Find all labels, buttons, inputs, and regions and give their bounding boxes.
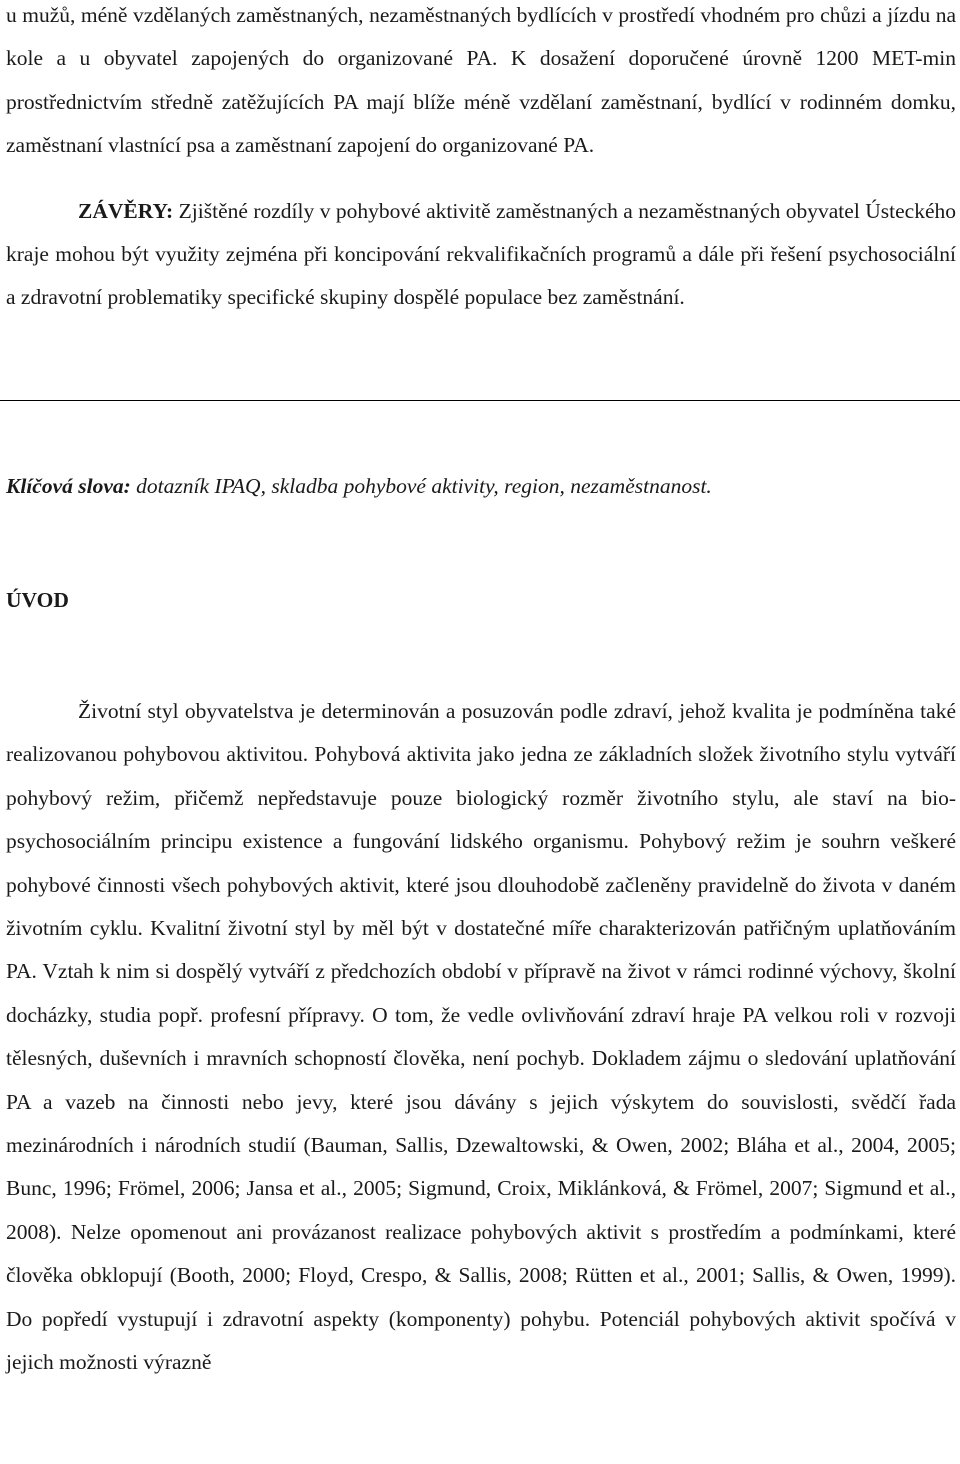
introduction-section <box>6 690 956 1385</box>
conclusions-text: Zjištěné rozdíly v pohybové aktivitě zaměstnaných a nezaměstnaných obyvatel Ústeckého kraje mohou být využity zejména při koncipování rekvalifikačních programů a dále při řešení psychosociální a zdravotní problematiky specifické skupiny dospělé populace bez zaměstnání. <box>6 198 956 310</box>
abstract-results-paragraph <box>6 0 956 168</box>
introduction-paragraph: Životní styl obyvatelstva je determinován a posuzován podle zdraví, jehož kvalita je podmíněna také realizovanou pohybovou aktivitou. Pohybová aktivita jako jedna ze základních složek životního stylu vytváří pohybový režim, přičemž nepředstavuje pouze biologický rozměr životního stylu, ale staví na bio-psychosociálním principu existence a fungování lidského organismu. Pohybový režim je souhrn veškeré pohybové činnosti všech pohybových aktivit, které jsou dlouhodobě začleněny pravidelně do života v daném životním cyklu. Kvalitní životní styl by měl být v dostatečné míře charakterizován patřičným uplatňováním PA. Vztah k nim si dospělý vytváří z předchozích období v přípravě na život v rámci rodinné výchovy, školní docházky, studia popř. profesní přípravy. O tom, že vedle ovlivňování zdraví hraje PA velkou roli v rozvoji tělesných, duševních i mravních schopností člověka, není pochyb. Dokladem zájmu o sledování uplatňování PA a vazeb na činnosti nebo jevy, které jsou dávány s jejich výskytem do souvislosti, svědčí řada mezinárodních i národních studií (Bauman, Sallis, Dzewaltowski, & Owen, 2002; Bláha et al., 2004, 2005; Bunc, 1996; Frömel, 2006; Jansa et al., 2005; Sigmund, Croix, Miklánková, & Frömel, 2007; Sigmund et al., 2008). Nelze opomenout ani provázanost realizace pohybových aktivit s prostředím a podmínkami, které člověka obklopují (Booth, 2000; Floyd, Crespo, & Sallis, 2008; Rütten et al., 2001; Sallis, & Owen, 1999). Do popředí vystupují i zdravotní aspekty (komponenty) pohybu. Potenciál pohybových aktivit spočívá v jejich možnosti výrazně <box>6 699 956 1375</box>
keywords-line <box>6 468 712 504</box>
conclusions-label: ZÁVĚRY: <box>78 198 174 223</box>
document-page <box>6 0 956 1375</box>
abstract-conclusions-paragraph <box>6 190 956 320</box>
abstract-results-text: u mužů, méně vzdělaných zaměstnaných, nezaměstnaných bydlících v prostředí vhodném pro chůzi a jízdu na kole a u obyvatel zapojených do organizované PA. K dosažení doporučené úrovně 1200 MET-min prostřednictvím středně zatěžujících PA mají blíže méně vzdělaní zaměstnaní, bydlící v rodinném domku, zaměstnaní vlastnící psa a zaměstnaní zapojení do organizované PA. <box>6 3 956 158</box>
section-divider <box>0 400 960 401</box>
keywords-label: Klíčová slova: <box>6 474 131 498</box>
section-heading: ÚVOD <box>6 588 69 612</box>
keywords-text: dotazník IPAQ, skladba pohybové aktivity, region, nezaměstnanost. <box>130 474 712 498</box>
